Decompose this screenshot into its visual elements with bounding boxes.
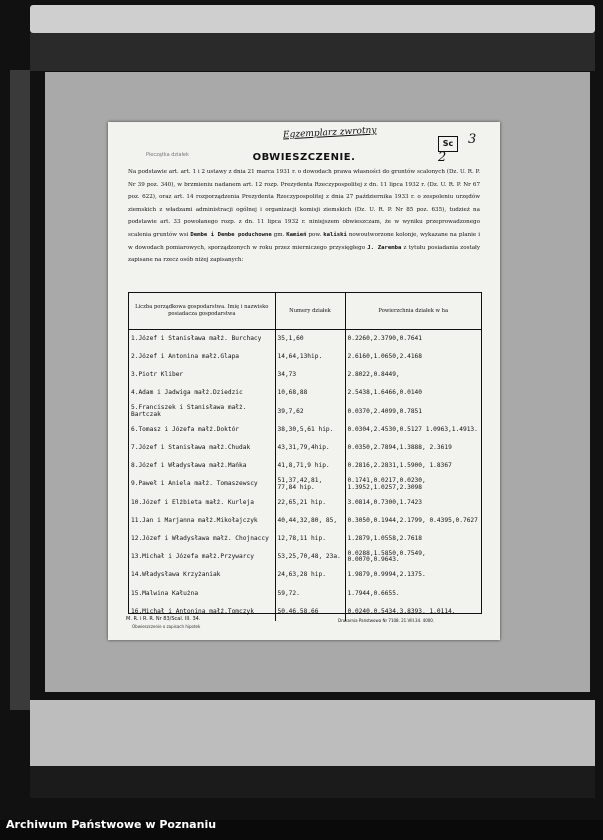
owner-cell: 8.Józef i Władysława małż.Mańka <box>131 462 247 470</box>
area-cell: 0.0288,1.5850,0.7549, 0.0070,0.9643. <box>345 548 481 566</box>
document-page <box>108 122 500 640</box>
table-row <box>129 366 481 384</box>
header-name: Liczba porządkowa gospodarstwa. Imię i nazwisko posiadacza gospodarstwa <box>129 293 275 330</box>
owner-cell: 12.Józef i Władysława małż. Chojnaccy <box>131 534 269 542</box>
area-cell: 2.8022,0.8449, <box>345 366 481 384</box>
preamble-part-4: z tytułu posiadania zostały zapisane na rzecz osób niżej zapisanych: <box>128 244 481 264</box>
area-cell: 0.2816,2.2831,1.5900, 1.8367 <box>345 457 481 475</box>
parcels-cell: 41,8,71,9 hip. <box>275 457 345 475</box>
area-cell: 0.0240,0.5434,3.8393, 1.0114. <box>345 603 481 621</box>
area-cell: 0.2260,2.3790,0.7641 <box>345 330 481 349</box>
printer-imprint: Drukarnia Państwowa Nr 7108. 21.VIII.34. 4000. <box>338 618 435 623</box>
area-cell: 0.3050,0.1944,2.1799, 0.4395,0.7627 <box>345 512 481 530</box>
area-cell: 0.0350,2.7894,1.3888, 2.3619 <box>345 439 481 457</box>
parcels-cell: 38,30,5,61 hip. <box>275 421 345 439</box>
table-row <box>129 457 481 475</box>
parcels-cell: 59,72. <box>275 585 345 603</box>
parcels-cell: 43,31,79,4hip. <box>275 439 345 457</box>
table-row <box>129 330 481 349</box>
film-bottom-band <box>30 700 595 766</box>
film-top-shadow <box>30 33 595 71</box>
owner-cell: 11.Jan i Marjanna małż.Mikołajczyk <box>131 516 258 524</box>
parcels-cell: 12,78,11 hip. <box>275 530 345 548</box>
parcels-cell: 39,7,62 <box>275 403 345 421</box>
area-cell: 1.9879,0.9994,2.1375. <box>345 566 481 584</box>
holdings-table-wrapper <box>128 292 482 614</box>
film-top-band <box>30 5 595 33</box>
table-row <box>129 403 481 421</box>
parcels-cell: 24,63,28 hip. <box>275 566 345 584</box>
area-cell: 0.1741,0.0217,0.0230, 1.3952,1.0257,2.3098 <box>345 476 481 494</box>
owner-cell: 7.Józef i Stanisława małż.Chudak <box>131 444 251 452</box>
preamble-part-3: przez mierniczego przysięgłego <box>274 244 366 251</box>
area-cell: 1.2879,1.0558,2.7618 <box>345 530 481 548</box>
area-cell: 0.0304,2.4530,0.5127 1.0963,1.4913. <box>345 421 481 439</box>
area-cell: 3.0814,0.7300,1.7423 <box>345 494 481 512</box>
powiat-name: kaliski <box>323 231 347 238</box>
owner-cell: 13.Michał i Józefa małż.Przywarcy <box>131 553 254 561</box>
parcels-cell: 34,73 <box>275 366 345 384</box>
preamble-part-2: nowoutworzone kolonje, wykazane na planie i w dowodach pomiarowych, sporządzonych w roku <box>128 231 480 251</box>
owner-cell: 3.Piotr Kliber <box>131 371 184 379</box>
table-row <box>129 421 481 439</box>
owner-cell: 4.Adam i Jadwiga małż.Dziedzic <box>131 389 243 397</box>
parcels-cell: 22,65,21 hip. <box>275 494 345 512</box>
header-parcels: Numery działek <box>275 293 345 330</box>
area-cell: 0.0370,2.4099,0.7851 <box>345 403 481 421</box>
parcels-cell: 50,46,58,66 <box>275 603 345 621</box>
sc-stamp-box: Sc <box>438 136 458 152</box>
film-bottom-shadow <box>30 766 595 798</box>
gmina-name: Kamień <box>286 231 307 238</box>
holdings-table <box>129 293 481 621</box>
archive-label: Archiwum Państwowe w Poznaniu <box>6 818 217 831</box>
form-subtitle: Obwieszczenie o zapisach hipotek <box>132 624 201 629</box>
handwritten-number: 3 <box>468 132 477 147</box>
owner-cell: 5.Franciszek i Stanisława małż. Bartczak <box>131 404 247 418</box>
owner-cell: 9.Paweł i Aniela małż. Tomaszewscy <box>131 480 258 488</box>
header-area: Powierzchnia działek w ha <box>345 293 481 330</box>
parcels-cell: 14,64,13hip. <box>275 348 345 366</box>
village-name: Dembe i Dembe poduchowne <box>190 231 272 238</box>
table-row <box>129 476 481 494</box>
parcels-cell: 51,37,42,81, 77,84 hip. <box>275 476 345 494</box>
table-row <box>129 439 481 457</box>
area-cell: 1.7944,0.6655. <box>345 585 481 603</box>
parcels-cell: 10,68,88 <box>275 385 345 403</box>
film-left-edge <box>10 70 30 710</box>
owner-cell: 10.Józef i Elżbieta małż. Kurleja <box>131 498 254 506</box>
surveyor-name: J. Zaremba <box>367 244 402 251</box>
owner-cell: 16.Michał i Antonina małż.Tomczyk <box>131 607 254 615</box>
faint-header: Pieczątka działek <box>146 152 189 158</box>
table-row <box>129 585 481 603</box>
owner-cell: 6.Tomasz i Józefa małż.Doktór <box>131 425 240 433</box>
table-row <box>129 530 481 548</box>
table-row <box>129 566 481 584</box>
table-row <box>129 512 481 530</box>
table-row <box>129 548 481 566</box>
preamble-part-1: Na podstawie art. art. 1 i 2 ustawy z dnia 21 marca 1931 r. o dowodach prawa własności do gruntów scalonych (Dz. U. R. P. Nr 39 poz. 340), w brzmieniu nadanem art. 12 rozp. Prezydenta Rzeczypospolitej z dn. 11 lipca 1932 r. (Dz. U. R. P. Nr 67 poz. 622), oraz art. 14 rozporządzenia Prezydenta Rzeczypospolitej z dnia 27 października 1933 r. o zespoleniu urzędów ziemskich z władzami administracji ogólnej i organizacji komisji ziemskich (Dz. U. R. P. Nr 85 poz. 635), tudzież na podstawie art. 33 powołanego rozp. z dn. 11 lipca 1932 r. niniejszem obwieszczam, że w wyniku przeprowadzonego scalenia gruntów wsi <box>128 169 480 238</box>
table-header-row <box>129 293 481 330</box>
parcels-cell: 53,25,70,48, 23a. <box>275 548 345 566</box>
parcels-cell: 35,1,60 <box>275 330 345 349</box>
stamp-text: Egzemplarz zwrotny <box>282 125 377 141</box>
parcels-cell: 40,44,32,80, 85, <box>275 512 345 530</box>
document-title: OBWIESZCZENIE. <box>252 152 356 163</box>
table-row <box>129 348 481 366</box>
table-row <box>129 494 481 512</box>
preamble-text: Na podstawie art. art. 1 i 2 ustawy z dnia 21 marca 1931 r. o dowodach prawa własności do gruntów scalonych (Dz. U. R. P. Nr 39 poz. 340), w brzmieniu nadanem art. 12 rozp. Prezydenta Rzeczypospolitej z dn. 11 lipca 1932 r. (Dz. U. R. P. Nr 67 poz. 622), oraz art. 14 rozporządzenia Prezydenta Rzeczypospolitej z dnia 27 października 1933 r. o zespoleniu urzędów ziemskich z władzami administracji ogólnej i organizacji komisji ziemskich (Dz. U. R. P. Nr 85 poz. 635), tudzież na podstawie art. 33 powołanego rozp. z dn. 11 lipca 1932 r. niniejszem obwieszczam, że w wyniku przeprowadzonego scalenia gruntów wsi Dembe i Dembe poduchowne gm. Kamień pow. kaliski nowoutworzone kolonje, wykazane na planie i w dowodach pomiarowych, sporządzonych w roku przez mierniczego przysięgłego J. Zaremba z tytułu posiadania zostały zapisane na rzecz osób niżej zapisanych: <box>128 169 481 264</box>
handwritten-number-secondary: 2 <box>438 150 447 165</box>
area-cell: 2.6160,1.0650,2.4168 <box>345 348 481 366</box>
owner-cell: 2.Józef i Antonina małż.Glapa <box>131 353 240 361</box>
table-row <box>129 385 481 403</box>
area-cell: 2.5438,1.6466,0.0140 <box>345 385 481 403</box>
owner-cell: 15.Malwina Kałużna <box>131 589 199 597</box>
table-body <box>129 330 481 622</box>
form-code: M. R. i R. R. Nr 83/Scal. III. 34. <box>126 616 201 622</box>
owner-cell: 14.Władysława Krzyżaniak <box>131 571 221 579</box>
owner-cell: 1.Józef i Stanisława małż. Burchacy <box>131 334 262 342</box>
